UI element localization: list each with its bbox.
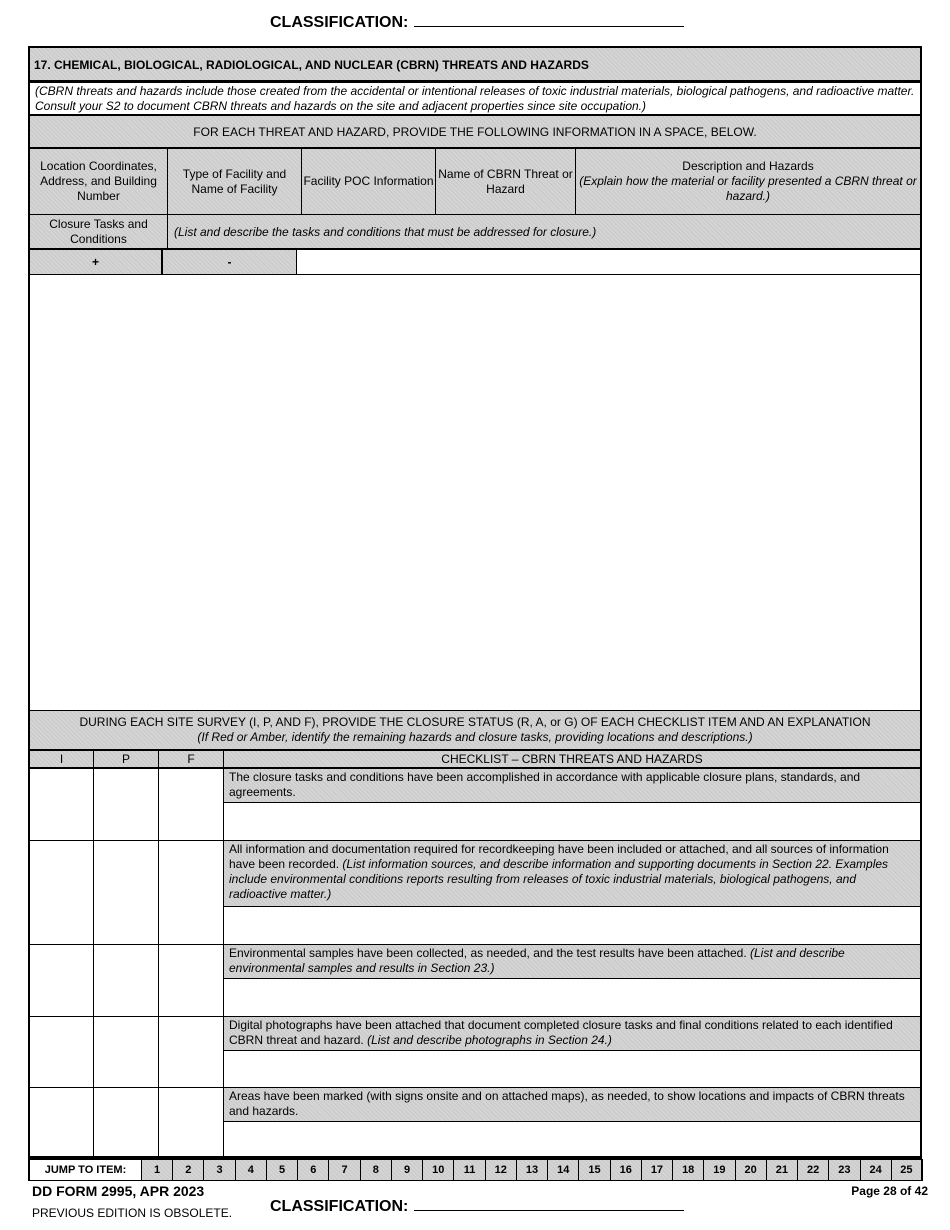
classification-label: CLASSIFICATION: xyxy=(270,1198,409,1215)
jump-item-button[interactable]: 24 xyxy=(860,1159,892,1181)
survey-header xyxy=(28,710,922,750)
closure-note: (List and describe the tasks and conditions that must be addressed for closure.) xyxy=(167,214,922,249)
survey-line1: DURING EACH SITE SURVEY (I, P, AND F), PROVIDE THE CLOSURE STATUS (R, A, or G) OF EACH CHECKLIST ITEM AND AN EXPLANATION xyxy=(79,715,871,729)
jump-item-button[interactable]: 15 xyxy=(578,1159,610,1181)
explanation-field[interactable] xyxy=(223,1050,922,1088)
section-title: 17. CHEMICAL, BIOLOGICAL, RADIOLOGICAL, AND NUCLEAR (CBRN) THREATS AND HAZARDS xyxy=(28,46,922,82)
obsolete-note: PREVIOUS EDITION IS OBSOLETE. xyxy=(32,1206,233,1220)
section-intro: (CBRN threats and hazards include those created from the accidental or intentional releases of toxic industrial materials, biological pathogens, and radioactive matter. Consult your S2 to document CBRN threats and hazards on the site and adjacent properties since site occupation.) xyxy=(28,82,922,115)
jump-item-button[interactable]: 20 xyxy=(735,1159,767,1181)
status-i[interactable] xyxy=(28,1016,94,1088)
page-number: Page 28 of 42 xyxy=(851,1184,928,1198)
checklist-item xyxy=(223,1087,922,1122)
col-checklist: CHECKLIST – CBRN THREATS AND HAZARDS xyxy=(223,750,922,768)
jump-item-button[interactable]: 16 xyxy=(610,1159,642,1181)
jump-item-button[interactable]: 19 xyxy=(703,1159,735,1181)
status-p[interactable] xyxy=(93,1016,159,1088)
jump-item-button[interactable]: 25 xyxy=(891,1159,923,1181)
status-p[interactable] xyxy=(93,1087,159,1159)
checklist-text: Environmental samples have been collected, as needed, and the test results have been attached. xyxy=(229,946,747,960)
jump-item-button[interactable]: 9 xyxy=(391,1159,423,1181)
status-p[interactable] xyxy=(93,944,159,1017)
form-number: DD FORM 2995, APR 2023 xyxy=(32,1183,205,1199)
jump-item-button[interactable]: 14 xyxy=(547,1159,579,1181)
classification-label: CLASSIFICATION: xyxy=(270,14,409,31)
checklist-text: The closure tasks and conditions have been accomplished in accordance with applicable closure plans, standards, and agreements. xyxy=(229,770,861,799)
explanation-field[interactable] xyxy=(223,1121,922,1159)
checklist-text: All information and documentation required for recordkeeping have been included or attached, and all sources of information have been recorded. xyxy=(229,842,889,871)
col-facility-poc: Facility POC Information xyxy=(301,148,436,215)
col-i: I xyxy=(28,750,94,768)
top-classification xyxy=(270,12,684,32)
col-description xyxy=(575,148,922,215)
status-f[interactable] xyxy=(158,768,224,841)
col-f: F xyxy=(158,750,224,768)
status-p[interactable] xyxy=(93,768,159,841)
jump-item-button[interactable]: 10 xyxy=(422,1159,454,1181)
status-p[interactable] xyxy=(93,840,159,945)
status-i[interactable] xyxy=(28,1087,94,1159)
status-f[interactable] xyxy=(158,944,224,1017)
col-description-note: (Explain how the material or facility presented a CBRN threat or hazard.) xyxy=(579,174,917,203)
classification-field[interactable] xyxy=(414,12,684,27)
status-i[interactable] xyxy=(28,840,94,945)
checklist-note: (List and describe photographs in Section 24.) xyxy=(363,1033,612,1047)
entry-area[interactable] xyxy=(30,275,920,710)
survey-line2: (If Red or Amber, identify the remaining hazards and closure tasks, providing locations and descriptions.) xyxy=(197,730,753,744)
jump-item-button[interactable]: 3 xyxy=(203,1159,235,1181)
entry-strip xyxy=(296,249,922,275)
jump-item-button[interactable]: 13 xyxy=(516,1159,548,1181)
col-threat-name: Name of CBRN Threat or Hazard xyxy=(435,148,576,215)
jump-item-button[interactable]: 23 xyxy=(828,1159,860,1181)
status-f[interactable] xyxy=(158,1016,224,1088)
explanation-field[interactable] xyxy=(223,978,922,1017)
jump-label: JUMP TO ITEM: xyxy=(28,1159,142,1181)
status-f[interactable] xyxy=(158,1087,224,1159)
jump-item-button[interactable]: 17 xyxy=(641,1159,673,1181)
status-i[interactable] xyxy=(28,944,94,1017)
col-p: P xyxy=(93,750,159,768)
jump-item-button[interactable]: 22 xyxy=(797,1159,829,1181)
jump-item-button[interactable]: 4 xyxy=(235,1159,267,1181)
checklist-text: Areas have been marked (with signs onsite and on attached maps), as needed, to show locations and impacts of CBRN threats and hazards. xyxy=(229,1089,905,1118)
checklist-note: (List and describe environmental samples and results in Section 23.) xyxy=(229,946,845,975)
jump-item-button[interactable]: 18 xyxy=(672,1159,704,1181)
explanation-field[interactable] xyxy=(223,906,922,945)
jump-item-button[interactable]: 2 xyxy=(172,1159,204,1181)
jump-item-button[interactable]: 8 xyxy=(360,1159,392,1181)
jump-item-button[interactable]: 7 xyxy=(328,1159,360,1181)
checklist-item xyxy=(223,1016,922,1051)
closure-label: Closure Tasks and Conditions xyxy=(28,214,168,249)
add-entry-button[interactable]: + xyxy=(28,249,162,275)
remove-entry-button[interactable]: - xyxy=(162,249,297,275)
bottom-classification xyxy=(270,1196,684,1216)
jump-item-button[interactable]: 11 xyxy=(453,1159,485,1181)
status-i[interactable] xyxy=(28,768,94,841)
section-instruction: FOR EACH THREAT AND HAZARD, PROVIDE THE FOLLOWING INFORMATION IN A SPACE, BELOW. xyxy=(28,115,922,148)
jump-item-button[interactable]: 1 xyxy=(141,1159,173,1181)
checklist-note: (List information sources, and describe information and supporting documents in Section 22. Examples include environmental conditions reports resulting from releases of toxic industrial materials, biological pathogens, and radioactive matter.) xyxy=(229,857,889,901)
jump-item-button[interactable]: 12 xyxy=(485,1159,517,1181)
jump-item-button[interactable]: 5 xyxy=(266,1159,298,1181)
col-description-title: Description and Hazards xyxy=(682,159,814,173)
classification-field[interactable] xyxy=(414,1196,684,1211)
jump-item-button[interactable]: 6 xyxy=(297,1159,329,1181)
explanation-field[interactable] xyxy=(223,802,922,841)
checklist-item xyxy=(223,840,922,907)
checklist-item xyxy=(223,768,922,803)
checklist-text: Digital photographs have been attached that document completed closure tasks and final conditions related to each identified CBRN threat and hazard. xyxy=(229,1018,893,1047)
col-facility-type: Type of Facility and Name of Facility xyxy=(167,148,302,215)
jump-item-button[interactable]: 21 xyxy=(766,1159,798,1181)
col-location: Location Coordinates, Address, and Building Number xyxy=(28,148,168,215)
status-f[interactable] xyxy=(158,840,224,945)
checklist-item xyxy=(223,944,922,979)
